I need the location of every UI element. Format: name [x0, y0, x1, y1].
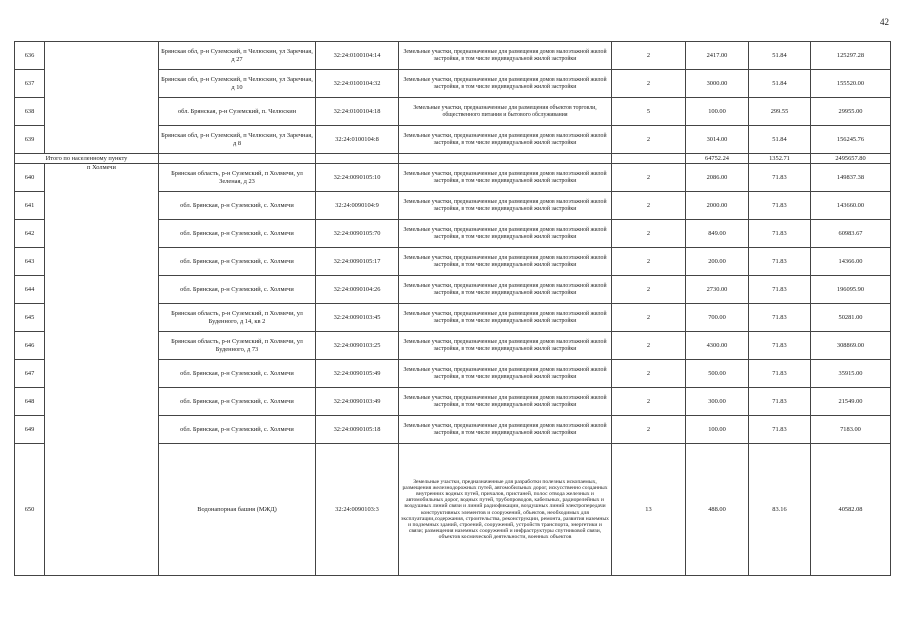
cell-value: 196095.90 [811, 276, 891, 304]
cell-num: 649 [15, 416, 45, 444]
cell-num: 643 [15, 248, 45, 276]
cell-rate: 71.83 [749, 192, 811, 220]
cell-cadastre: 32:24:0090103:3 [316, 444, 399, 576]
cell-address: Брянская область, р-н Суземский, п Холмечи, ул Буденного, д 14, кв 2 [159, 304, 316, 332]
cell-value: 60983.67 [811, 220, 891, 248]
cell-group: 2 [612, 332, 686, 360]
cell-purpose: Земельные участки, предназначенные для размещения домов малоэтажной жилой застройки, в том числе индивидуальной жилой застройки [399, 42, 612, 70]
cell-address: обл. Брянская, р-н Суземский, п. Челюскин [159, 98, 316, 126]
cell-group: 2 [612, 304, 686, 332]
cell-purpose: Земельные участки, предназначенные для размещения домов малоэтажной жилой застройки, в том числе индивидуальной жилой застройки [399, 304, 612, 332]
cell-rate: 71.83 [749, 332, 811, 360]
cell-num: 640 [15, 164, 45, 192]
cell-rate: 71.83 [749, 388, 811, 416]
cell-value: 35915.00 [811, 360, 891, 388]
subtotal-rate: 1352.71 [749, 154, 811, 164]
cell-value: 156245.76 [811, 126, 891, 154]
cell-num: 639 [15, 126, 45, 154]
cell-purpose: Земельные участки, предназначенные для разработки полезных ископаемых, размещения железнодорожных путей, автомобильных дорог, искусственно созданных внутренних водных путей, причалов, пристаней, полос отвода железных и автомобильных дорог, водных путей, трубопроводов, кабельных, радиорелейных и воздушных линий связи и линий радиофикации, воздушных линий электропередачи конструктивных элементов и сооружений, объектов, необходимых для эксплуатации,содержания, строительства, реконструкции, ремонта, развития наземных и подземных зданий, строений, сооружений, устройств транспорта, энергетики и связи; размещения наземных сооружений и инфраструктуры спутниковой связи, объектов космической деятельности, военных объектов [399, 444, 612, 576]
cell-purpose: Земельные участки, предназначенные для размещения домов малоэтажной жилой застройки, в том числе индивидуальной жилой застройки [399, 126, 612, 154]
cell-address: обл. Брянская, р-н Суземский, с. Холмечи [159, 276, 316, 304]
cell-rate: 71.83 [749, 164, 811, 192]
cell-purpose: Земельные участки, предназначенные для размещения домов малоэтажной жилой застройки, в том числе индивидуальной жилой застройки [399, 192, 612, 220]
table-body-subtotal [15, 154, 891, 164]
cell-value: 7183.00 [811, 416, 891, 444]
subtotal-label: Итого по населенному пункту [15, 154, 159, 164]
cell-address: обл. Брянская, р-н Суземский, с. Холмечи [159, 360, 316, 388]
cell-purpose: Земельные участки, предназначенные для размещения домов малоэтажной жилой застройки, в том числе индивидуальной жилой застройки [399, 70, 612, 98]
cell-value: 125297.28 [811, 42, 891, 70]
cell-num: 637 [15, 70, 45, 98]
cell-group: 2 [612, 70, 686, 98]
cell-value: 50281.00 [811, 304, 891, 332]
subtotal-row [15, 154, 891, 164]
cell-rate: 71.83 [749, 220, 811, 248]
cell-purpose: Земельные участки, предназначенные для размещения домов малоэтажной жилой застройки, в том числе индивидуальной жилой застройки [399, 388, 612, 416]
cell-area: 100.00 [686, 98, 749, 126]
cell-address: Брянская обл, р-н Суземский, п Челюскин, ул Заречная, д 8 [159, 126, 316, 154]
cell-address: Брянская обл, р-н Суземский, п Челюскин, ул Заречная, д 10 [159, 70, 316, 98]
cell-value: 308869.00 [811, 332, 891, 360]
cell-purpose: Земельные участки, предназначенные для размещения домов малоэтажной жилой застройки, в том числе индивидуальной жилой застройки [399, 164, 612, 192]
cell-num: 648 [15, 388, 45, 416]
cell-purpose: Земельные участки, предназначенные для размещения домов малоэтажной жилой застройки, в том числе индивидуальной жилой застройки [399, 332, 612, 360]
locality-cell: п Холмечи [45, 164, 159, 576]
table-body-before-subtotal [15, 42, 891, 154]
table-row [15, 42, 891, 70]
cell-cadastre: 32:24:0100104:14 [316, 42, 399, 70]
cell-rate: 51.84 [749, 42, 811, 70]
land-cadastre-table [14, 41, 891, 576]
cell-cadastre: 32:24:0090105:70 [316, 220, 399, 248]
cell-group: 2 [612, 388, 686, 416]
page-number: 42 [880, 17, 889, 27]
cell-address: обл. Брянская, р-н Суземский, с. Холмечи [159, 248, 316, 276]
cell-area: 700.00 [686, 304, 749, 332]
table-body-after-subtotal [15, 164, 891, 576]
cell-num: 638 [15, 98, 45, 126]
cell-value: 21549.00 [811, 388, 891, 416]
cell-num: 636 [15, 42, 45, 70]
cell-purpose: Земельные участки, предназначенные для размещения домов малоэтажной жилой застройки, в том числе индивидуальной жилой застройки [399, 276, 612, 304]
cell-value: 155520.00 [811, 70, 891, 98]
cell-cadastre: 32:24:0100104:32 [316, 70, 399, 98]
cell-area: 488.00 [686, 444, 749, 576]
cell-purpose: Земельные участки, предназначенные для размещения объектов торговли, общественного питания и бытового обслуживания [399, 98, 612, 126]
cell-cadastre: 32:24:0090105:17 [316, 248, 399, 276]
cell-area: 2086.00 [686, 164, 749, 192]
cell-area: 4300.00 [686, 332, 749, 360]
cell-group: 5 [612, 98, 686, 126]
cell-group: 2 [612, 276, 686, 304]
cell-value: 143660.00 [811, 192, 891, 220]
cell-cadastre: 32:24:0090105:18 [316, 416, 399, 444]
cell-address: обл. Брянская, р-н Суземский, с. Холмечи [159, 192, 316, 220]
cell-group: 2 [612, 360, 686, 388]
cell-rate: 51.84 [749, 126, 811, 154]
cell-group: 13 [612, 444, 686, 576]
cell-address: обл. Брянская, р-н Суземский, с. Холмечи [159, 388, 316, 416]
cell-cadastre: 32:24:0090103:25 [316, 332, 399, 360]
cell-num: 645 [15, 304, 45, 332]
cell-area: 200.00 [686, 248, 749, 276]
cell-area: 849.00 [686, 220, 749, 248]
cell-area: 500.00 [686, 360, 749, 388]
cell-num: 641 [15, 192, 45, 220]
cell-group: 2 [612, 416, 686, 444]
cell-address: Водонапорная башня (МЖД) [159, 444, 316, 576]
cell-cadastre: 32:24:0090105:49 [316, 360, 399, 388]
locality-cell-empty [45, 42, 159, 154]
cell-area: 3014.00 [686, 126, 749, 154]
cell-address: обл. Брянская, р-н Суземский, с. Холмечи [159, 220, 316, 248]
cell-rate: 83.16 [749, 444, 811, 576]
subtotal-area: 64752.24 [686, 154, 749, 164]
cell-cadastre: 32:24:0100104:8 [316, 126, 399, 154]
cell-group: 2 [612, 220, 686, 248]
cell-cadastre: 32:24:0090103:49 [316, 388, 399, 416]
cell-area: 2730.00 [686, 276, 749, 304]
cell-group: 2 [612, 248, 686, 276]
cell-address: Брянская обл, р-н Суземский, п Челюскин, ул Заречная, д 27 [159, 42, 316, 70]
cell-group: 2 [612, 42, 686, 70]
cell-num: 647 [15, 360, 45, 388]
cell-area: 3000.00 [686, 70, 749, 98]
cell-rate: 71.83 [749, 416, 811, 444]
cell-address: обл. Брянская, р-н Суземский, с. Холмечи [159, 416, 316, 444]
cell-num: 642 [15, 220, 45, 248]
cell-value: 40582.08 [811, 444, 891, 576]
cell-cadastre: 32:24:0090104:9 [316, 192, 399, 220]
cell-cadastre: 32:24:0100104:18 [316, 98, 399, 126]
cell-value: 29955.00 [811, 98, 891, 126]
cell-address: Брянская область, р-н Суземский, п Холмечи, ул Буденного, д 73 [159, 332, 316, 360]
cell-rate: 71.83 [749, 276, 811, 304]
cell-num: 646 [15, 332, 45, 360]
cell-group: 2 [612, 126, 686, 154]
cell-purpose: Земельные участки, предназначенные для размещения домов малоэтажной жилой застройки, в том числе индивидуальной жилой застройки [399, 248, 612, 276]
cell-group: 2 [612, 164, 686, 192]
cell-cadastre: 32:24:0090103:45 [316, 304, 399, 332]
cell-area: 2000.00 [686, 192, 749, 220]
cell-area: 2417.00 [686, 42, 749, 70]
cell-num: 650 [15, 444, 45, 576]
cell-purpose: Земельные участки, предназначенные для размещения домов малоэтажной жилой застройки, в том числе индивидуальной жилой застройки [399, 416, 612, 444]
cell-area: 300.00 [686, 388, 749, 416]
subtotal-value: 2495657.80 [811, 154, 891, 164]
cell-purpose: Земельные участки, предназначенные для размещения домов малоэтажной жилой застройки, в том числе индивидуальной жилой застройки [399, 220, 612, 248]
cell-cadastre: 32:24:0090104:26 [316, 276, 399, 304]
cell-rate: 71.83 [749, 248, 811, 276]
cell-value: 149837.38 [811, 164, 891, 192]
cell-address: Брянская область, р-н Суземский, п Холмечи, ул Зеленая, д 23 [159, 164, 316, 192]
cell-value: 14366.00 [811, 248, 891, 276]
cell-rate: 71.83 [749, 360, 811, 388]
cell-num: 644 [15, 276, 45, 304]
cell-purpose: Земельные участки, предназначенные для размещения домов малоэтажной жилой застройки, в том числе индивидуальной жилой застройки [399, 360, 612, 388]
cell-rate: 71.83 [749, 304, 811, 332]
cell-group: 2 [612, 192, 686, 220]
cell-area: 100.00 [686, 416, 749, 444]
cell-cadastre: 32:24:0090105:10 [316, 164, 399, 192]
cell-rate: 299.55 [749, 98, 811, 126]
table-row [15, 164, 891, 192]
cell-rate: 51.84 [749, 70, 811, 98]
